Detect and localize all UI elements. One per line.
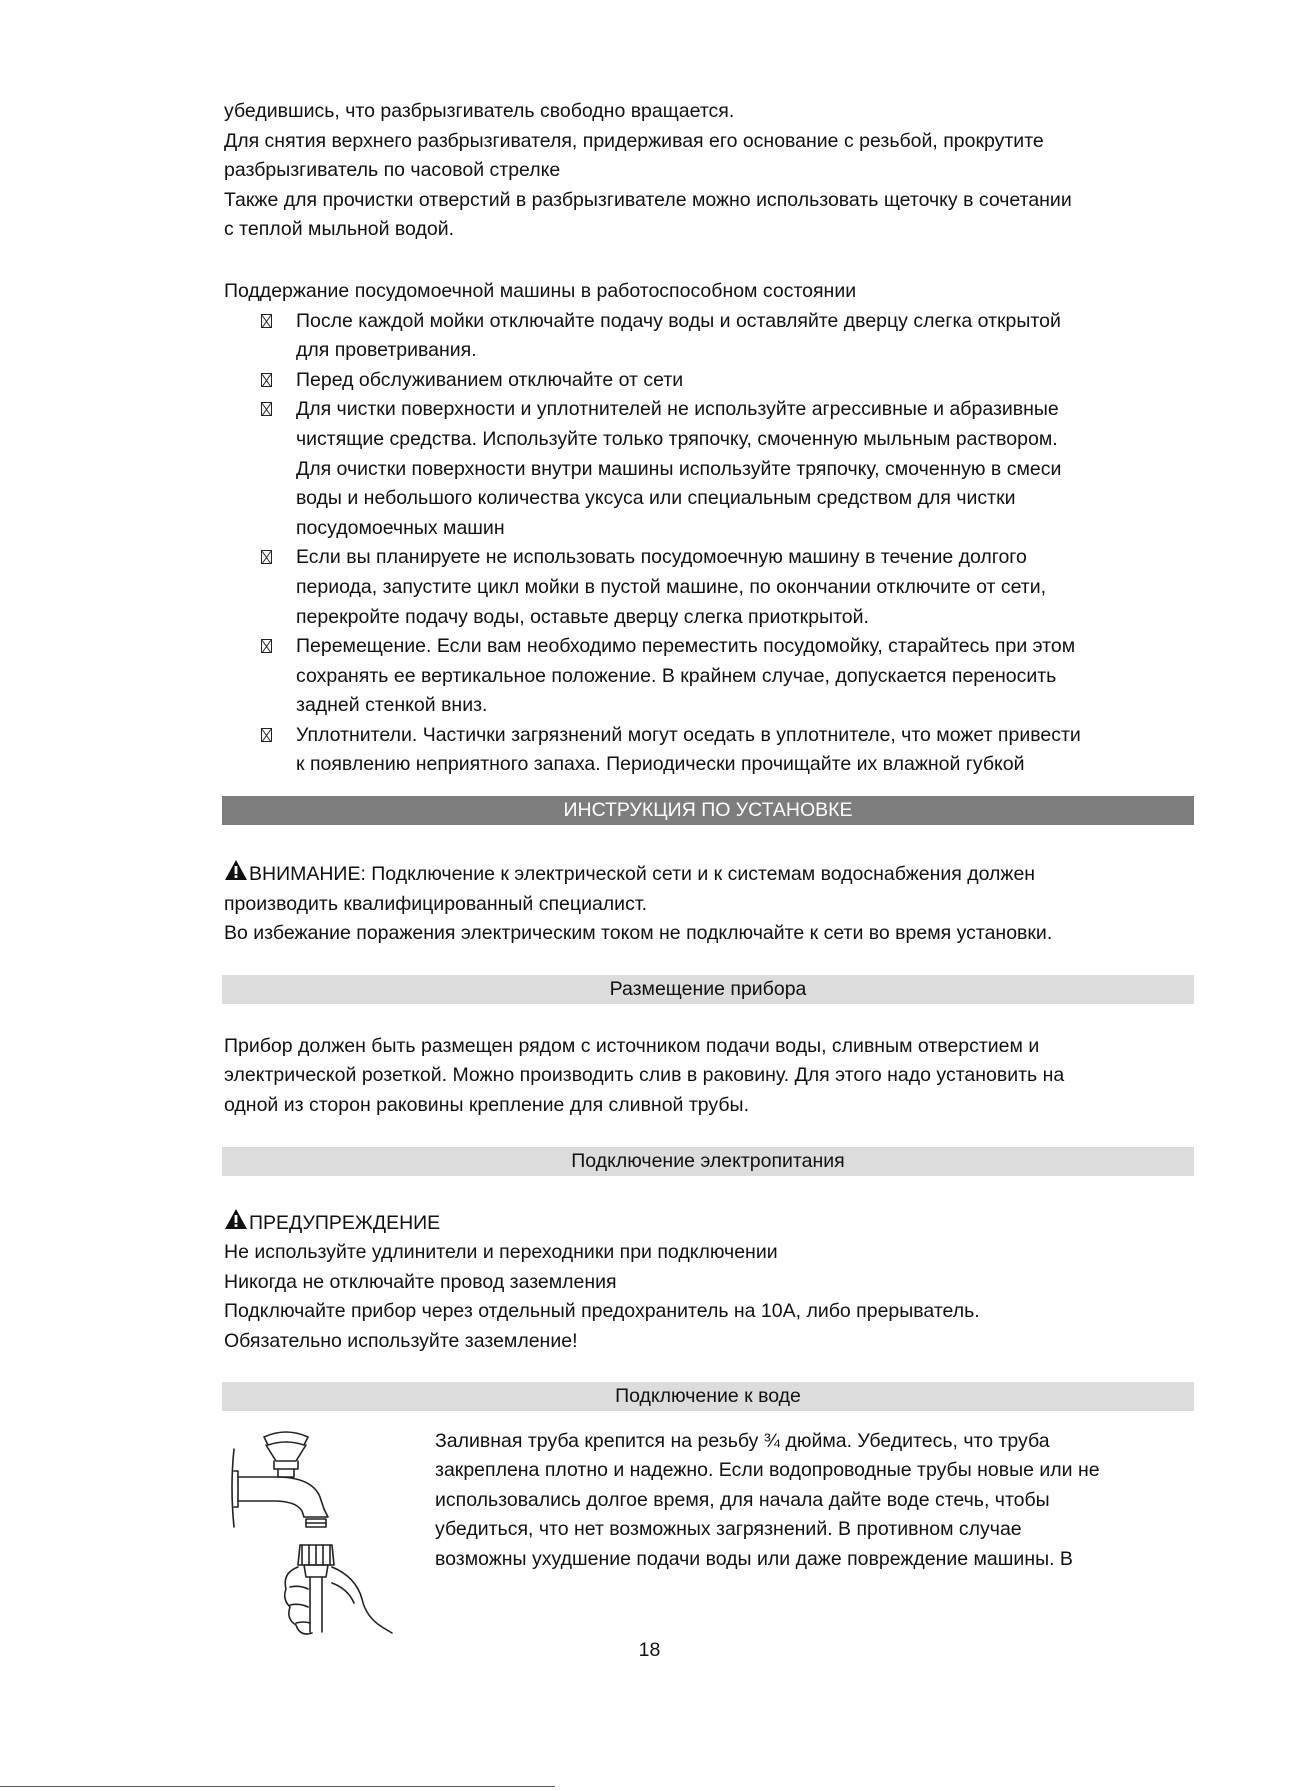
list-item: Перемещение. Если вам необходимо переместить посудомойку, старайтесь при этом сохранять ее вертикальное положение. В крайнем случае, допускается переносить задней стенкой вниз. [224,632,1192,721]
warning-triangle-icon [224,1208,248,1232]
water-paragraph: Заливная труба крепится на резьбу ¾ дюйма. Убедитесь, что труба закреплена плотно и надежно. Если водопроводные трубы новые или не использовались долгое время, для начала дайте воде стечь, чтобы убедиться, что нет возможных загрязнений. В противном случае возможны ухудшение подачи воды или даже повреждение машины. В [435,1429,1100,1570]
install-section-header: ИНСТРУКЦИЯ ПО УСТАНОВКЕ [222,796,1194,825]
list-item: Для чистки поверхности и уплотнителей не используйте агрессивные и абразивные чистящие средства. Используйте только тряпочку, смоченную мыльным раствором. Для очистки поверхности внутри машины используйте тряпочку, смоченную в смеси воды и небольшого количества уксуса или специальным средством для чистки посудомоечных машин [224,395,1192,543]
attention-block [224,859,1192,949]
intro-line: Также для прочистки отверстий в разбрызгивателе можно использовать щеточку в сочетании [224,188,1072,211]
list-item: После каждой мойки отключайте подачу воды и оставляйте дверцу слегка открытой для проветривания. [224,307,1192,366]
placement-paragraph: Прибор должен быть размещен рядом с источником подачи воды, сливным отверстием и электрической розеткой. Можно производить слив в раковину. Для этого надо установить на одной из сторон раковины крепление для сливной трубы. [224,1034,1065,1117]
checkbox-bullet-icon [261,550,272,564]
water-section-header: Подключение к воде [222,1382,1194,1411]
warning-triangle-icon [224,859,248,883]
power-warning-block: ПРЕДУПРЕЖДЕНИЕ Не используйте удлинители и переходники при подключении Никогда не отключайте провод заземления Подключайте прибор через отдельный предохранитель на 10А, либо прерыватель. Обязательно используйте заземление! [224,1208,1192,1357]
attention-text: ВНИМАНИЕ: Подключение к электрической сети и к системам водоснабжения должен [249,863,1036,886]
attention-text: производить квалифицированный специалист. [224,892,648,915]
footer-rule [0,1786,555,1787]
intro-line: Для снятия верхнего разбрызгивателя, придерживая его основание с резьбой, прокрутите [224,129,1044,152]
maintenance-title: Поддержание посудомоечной машины в работоспособном состоянии [224,279,857,302]
intro-line: разбрызгиватель по часовой стрелке [224,159,561,182]
maintenance-list [224,307,1192,781]
warning-title: ПРЕДУПРЕЖДЕНИЕ [249,1211,441,1234]
list-item: Уплотнители. Частички загрязнений могут оседать в уплотнителе, что может привести к появлению неприятного запаха. Периодически прочищайте их влажной губкой [224,721,1192,780]
checkbox-bullet-icon [261,373,272,387]
intro-paragraph [224,97,1192,245]
list-item: Если вы планируете не использовать посудомоечную машину в течение долгого периода, запустите цикл мойки в пустой машине, по окончании отключите от сети, перекройте подачу воды, оставьте дверцу слегка приоткрытой. [224,543,1192,632]
checkbox-bullet-icon [261,728,272,742]
water-connection-section [224,1427,1192,1627]
checkbox-bullet-icon [261,639,272,653]
intro-line: с теплой мыльной водой. [224,218,455,241]
page-number: 18 [638,1639,661,1661]
list-item: Перед обслуживанием отключайте от сети [224,366,1192,396]
attention-text: Во избежание поражения электрическим током не подключайте к сети во время установки. [224,922,1053,945]
page-content [224,97,1192,1627]
faucet-hose-illustration [216,1427,416,1637]
intro-line: убедившись, что разбрызгиватель свободно вращается. [224,100,735,122]
checkbox-bullet-icon [261,402,272,416]
placement-section-header: Размещение прибора [222,975,1194,1004]
power-section-header: Подключение электропитания [222,1147,1194,1176]
checkbox-bullet-icon [261,314,272,328]
